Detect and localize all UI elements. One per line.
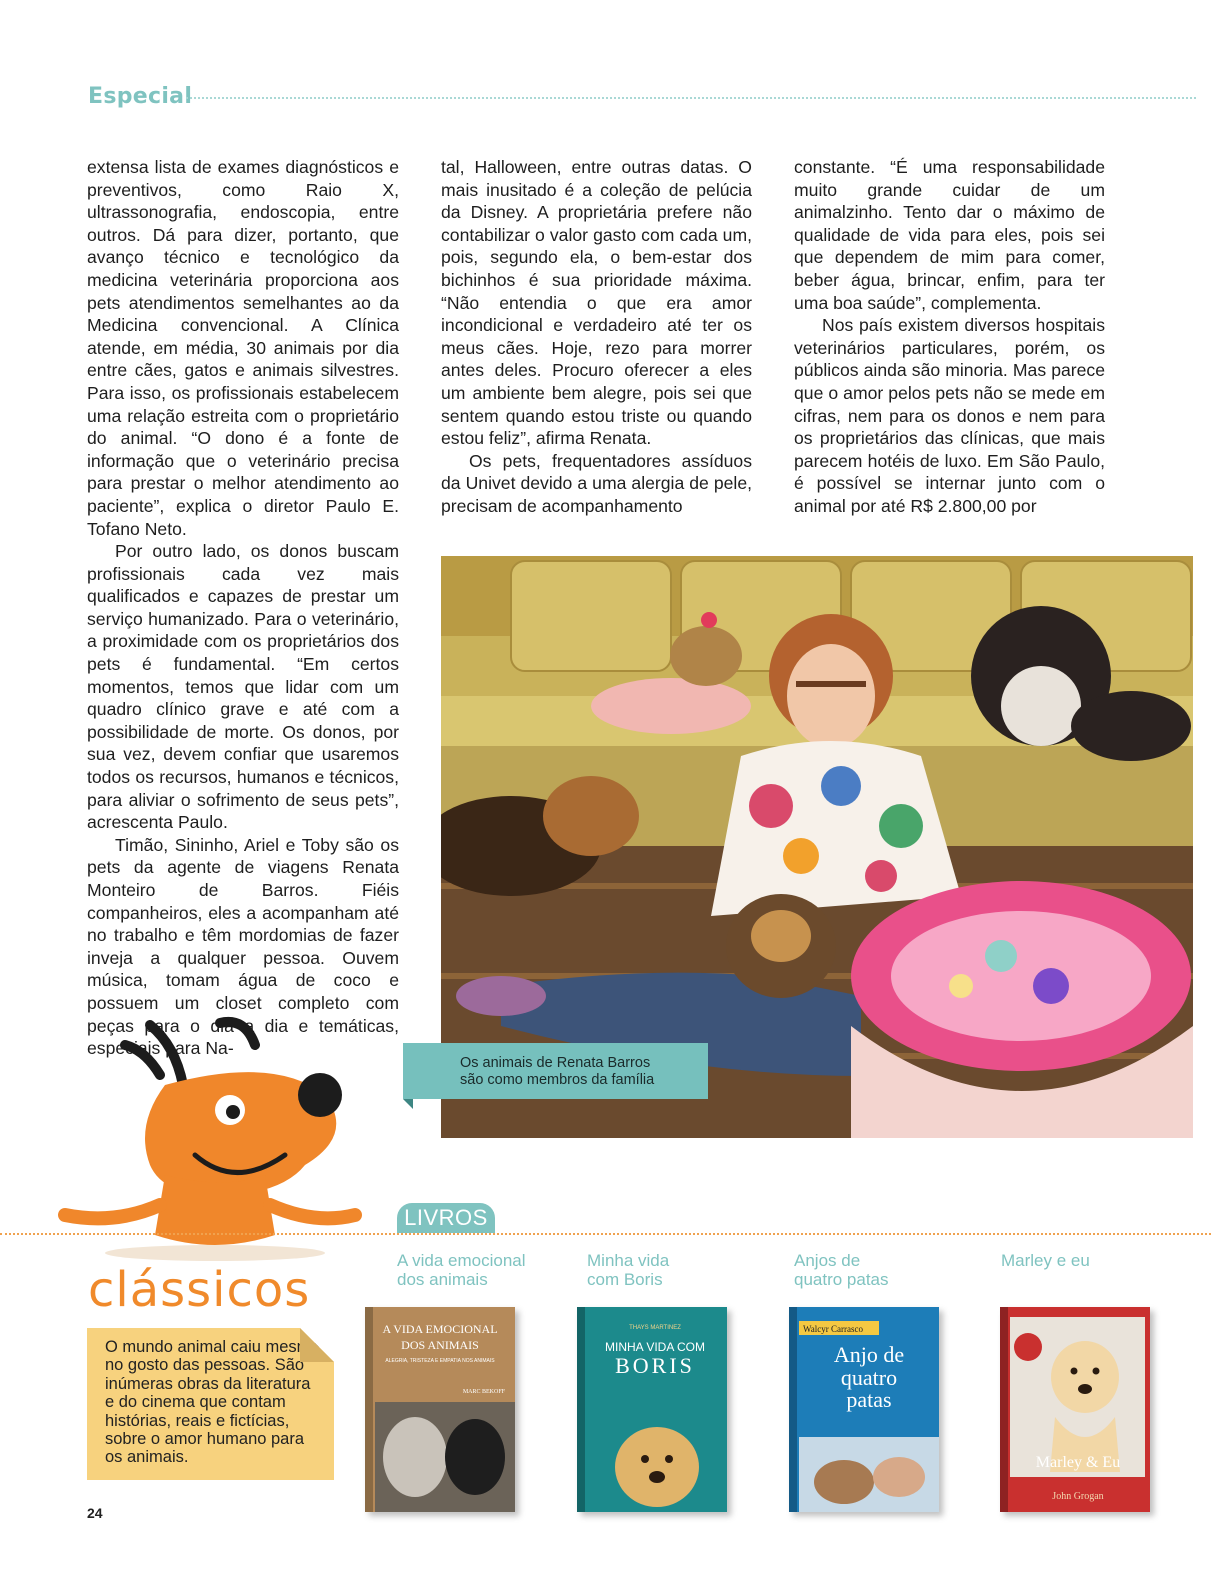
- cover-author: Walcyr Carrasco: [803, 1324, 863, 1334]
- book-title-line: dos animais: [397, 1270, 488, 1289]
- cover-subtitle: ALEGRIA, TRISTEZA E EMPATIA NOS ANIMAIS: [385, 1358, 495, 1364]
- caption-line: são como membros da família: [460, 1072, 655, 1088]
- sidebar-text-box: [87, 1328, 334, 1480]
- cover-author: THAYS MARTINEZ: [629, 1325, 681, 1331]
- sidebar-divider: [0, 1233, 1211, 1235]
- section-divider: [186, 97, 1196, 99]
- photo-caption: [403, 1043, 708, 1099]
- book-cover-3: [789, 1307, 939, 1512]
- paragraph: constante. “É uma responsabilidade muito grande cuidar de um animalzinho. Tento dar o máximo de qualidade de vida para eles, pois sei que dependem de mim para comer, beber água, brincar, enfim, para ter uma boa saúde”, complementa.: [794, 157, 1105, 313]
- sidebar-title: clássicos: [88, 1262, 311, 1318]
- book-cover-1: [365, 1307, 515, 1512]
- sidebar-text: O mundo animal caiu mesmo no gosto das pessoas. São inúmeras obras da literatura e do cinema que contam histórias, reais e fictícias, sobre o amor humano para os animais.: [105, 1338, 320, 1467]
- cover-title: BORIS: [615, 1353, 695, 1378]
- cover-title: Anjo de: [833, 1342, 905, 1367]
- book-title-3: [794, 1251, 889, 1289]
- cover-author: John Grogan: [1052, 1491, 1104, 1502]
- article-column-3: [794, 156, 1105, 518]
- cover-title: A VIDA EMOCIONAL: [382, 1322, 498, 1336]
- book-title-line: Anjos de: [794, 1251, 861, 1270]
- article-column-2: [441, 156, 752, 518]
- book-title-2: [587, 1251, 669, 1289]
- book-title-line: quatro patas: [794, 1270, 889, 1289]
- caption-fold: [403, 1099, 413, 1109]
- paragraph: tal, Halloween, entre outras datas. O mais inusitado é a coleção de pelúcia da Disney. A proprietária prefere não contabilizar o valor gasto com cada um, pois, segundo ela, o bem-estar dos bichinhos é sua prioridade máxima. “Não entendia o que era amor incondicional e verdadeiro até ter os meus cães. Hoje, rezo para morrer antes deles. Procuro oferecer a eles um ambiente bem alegre, pois sei que sentem quando estou triste ou quando estou feliz”, afirma Renata.: [441, 157, 752, 449]
- cover-title: Marley & Eu: [1035, 1454, 1121, 1471]
- book-title-line: A vida emocional: [397, 1251, 526, 1270]
- paragraph: Timão, Sininho, Ariel e Toby são os pets da agente de viagens Renata Monteiro de Barros. Fiéis companheiros, eles a acompanham até no trabalho e têm mordomias de fazer inveja a qualquer pessoa. Ouvem música, tomam água de coco e possuem um closet completo com peças para o dia a dia e temáticas, especiais para Na-: [87, 834, 399, 1059]
- cover-author: MARC BEKOFF: [462, 1389, 505, 1395]
- cover-title: MINHA VIDA COM: [604, 1340, 706, 1354]
- book-cover-4: [1000, 1307, 1150, 1512]
- cover-title: patas: [846, 1387, 892, 1412]
- book-title-line: com Boris: [587, 1270, 663, 1289]
- dog-mascot-illustration: [55, 1015, 365, 1265]
- caption-line: Os animais de Renata Barros: [460, 1055, 651, 1071]
- book-title-line: Marley e eu: [1001, 1251, 1090, 1270]
- book-cover-2: [577, 1307, 727, 1512]
- book-title-4: [1001, 1251, 1090, 1270]
- paragraph: Por outro lado, os donos buscam profissionais cada vez mais qualificados e capazes de prestar um serviço humanizado. Para o veterinário, a proximidade com os proprietários dos pets é fundamental. “Em certos momentos, temos que lidar com um quadro clínico grave e até com a possibilidade de morte. Os donos, por sua vez, devem confiar que usaremos todos os recursos, humanos e técnicos, para aliviar o sofrimento de seus pets”, acrescenta Paulo.: [87, 541, 399, 833]
- cover-title: DOS ANIMAIS: [401, 1338, 479, 1352]
- page-curl-shadow: [300, 1328, 334, 1362]
- paragraph: extensa lista de exames diagnósticos e preventivos, como Raio X, ultrassonografia, endoscopia, entre outros. Dá para dizer, portanto, que avanço técnico e tecnológico da medicina veterinária proporciona aos pets atendimentos semelhantes ao da Medicina convencional. A Clínica atende, em média, 30 animais por dia entre cães, gatos e animais silvestres. Para isso, os profissionais estabelecem uma relação estreita com o proprietário do animal. “O dono é a fonte de informação que o veterinário precisa para prestar o melhor atendimento ao paciente”, explica o diretor Paulo E. Tofano Neto.: [87, 157, 399, 539]
- page-number: 24: [87, 1505, 103, 1521]
- paragraph: Nos país existem diversos hospitais veterinários particulares, porém, os públicos ainda são minoria. Mas parece que o amor pelos pets não se mede em cifras, nem para os donos e nem para os proprietários das clínicas, que mais parecem hotéis de luxo. Em São Paulo, é possível se internar junto com o animal por até R$ 2.800,00 por: [794, 315, 1105, 516]
- article-column-1: [87, 156, 399, 1060]
- books-tag: LIVROS: [397, 1203, 495, 1233]
- paragraph: Os pets, frequentadores assíduos da Univet devido a uma alergia de pele, precisam de acompanhamento: [441, 450, 752, 516]
- section-label: Especial: [88, 84, 193, 109]
- cover-title: quatro: [840, 1365, 898, 1390]
- book-title-line: Minha vida: [587, 1251, 670, 1270]
- book-title-1: [397, 1251, 526, 1289]
